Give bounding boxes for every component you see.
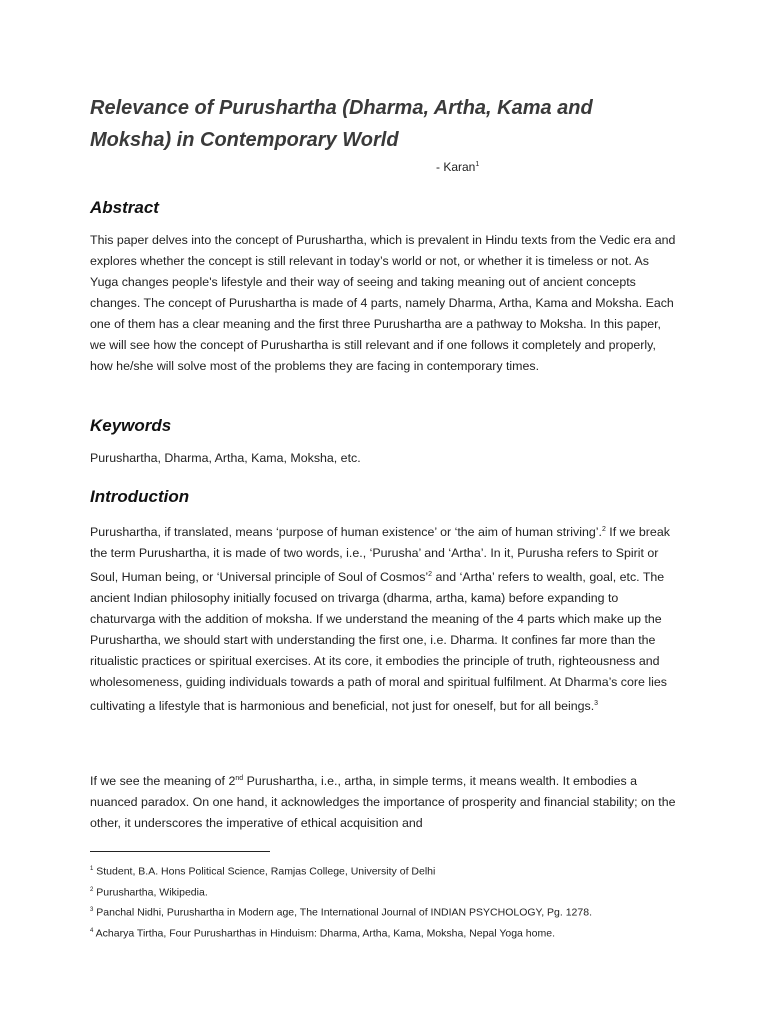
footnote-mark: 1 xyxy=(90,866,94,872)
author-name: - Karan xyxy=(436,160,476,174)
footnote-mark: 3 xyxy=(90,907,94,913)
keywords-heading: Keywords xyxy=(90,416,172,435)
author-footnote-mark: 1 xyxy=(475,161,480,168)
paper-title: Relevance of Purushartha (Dharma, Artha, Kama and Moksha) in Contemporary World xyxy=(90,97,593,151)
keywords-text: Purushartha, Dharma, Artha, Kama, Moksha, etc. xyxy=(90,451,361,465)
abstract-heading: Abstract xyxy=(90,198,159,217)
intro-p1-part-b: If we break the term Purushartha, it is made of two words, i.e., ‘Purusha’ and ‘Artha’. In it, Purusha refers to Spirit or Soul, Human being, or ‘Universal principle of Soul of Cosmos’ xyxy=(90,525,670,585)
ordinal-suffix: nd xyxy=(235,775,244,782)
footnote-2 xyxy=(90,881,680,902)
introduction-paragraph-2 xyxy=(90,768,680,834)
footnotes xyxy=(90,860,680,942)
footnote-mark: 4 xyxy=(90,927,94,934)
footnote-ref: 3 xyxy=(594,700,599,708)
footnote-mark: 2 xyxy=(90,886,94,893)
footnote-1 xyxy=(90,860,680,881)
footnote-3 xyxy=(90,901,680,922)
abstract-text: This paper delves into the concept of Purushartha, which is prevalent in Hindu texts from the Vedic era and explores whether the concept is still relevant in today’s world or not, or whether it is timeless or not. As Yuga changes people's lifestyle and their way of seeing and taking meaning out of ancient concepts changes. The concept of Purushartha is made of 4 parts, namely Dharma, Artha, Kama and Moksha. Each one of them has a clear meaning and the first three Purushartha are a pathway to Moksha. In this paper, we will see how the concept of Purushartha is still relevant and if one follows it completely and properly, how he/she will solve most of the problems they are facing in contemporary times. xyxy=(90,233,676,373)
author-line xyxy=(436,160,479,174)
footnote-ref: 2 xyxy=(428,571,433,579)
introduction-paragraph-1 xyxy=(90,519,680,717)
footnote-text: Panchal Nidhi, Purushartha in Modern age, The International Journal of INDIAN PSYCHOLOGY, Pg. 1278. xyxy=(93,906,592,919)
footnote-text: Purushartha, Wikipedia. xyxy=(93,886,208,898)
footnote-text: Student, B.A. Hons Political Science, Ramjas College, University of Delhi xyxy=(93,865,436,878)
intro-p2-part-b: Purushartha, i.e., artha, in simple terms, it means wealth. It embodies a nuanced paradox. On one hand, it acknowledges the importance of prosperity and financial stability; on the other, it underscores the imperative of ethical acquisition and xyxy=(90,774,676,831)
footnote-text: Acharya Tirtha, Four Purusharthas in Hinduism: Dharma, Artha, Kama, Moksha, Nepal Yoga home. xyxy=(93,927,555,939)
footnote-4 xyxy=(90,922,680,943)
footnote-ref: 2 xyxy=(601,526,606,533)
footnote-divider xyxy=(90,851,270,852)
introduction-heading: Introduction xyxy=(90,487,190,506)
intro-p2-part-a: If we see the meaning of 2 xyxy=(90,774,236,789)
intro-p1-part-a: Purushartha, if translated, means ‘purpose of human existence’ or ‘the aim of human striving’. xyxy=(90,525,602,540)
intro-p1-part-c: and ‘Artha’ refers to wealth, goal, etc. The ancient Indian philosophy initially focused on trivarga (dharma, artha, kama) before expanding to chaturvarga with the addition of moksha. If we understand the meaning of the 4 parts which make up the Purushartha, we should start with understanding the first one, i.e. Dharma. It confines far more than the ritualistic practices or spiritual exercises. At its core, it embodies the principle of truth, righteousness and wholesomeness, guiding individuals towards a path of moral and spiritual fulfilment. At Dharma’s core lies cultivating a lifestyle that is harmonious and beneficial, not just for oneself, but for all beings. xyxy=(90,570,667,714)
